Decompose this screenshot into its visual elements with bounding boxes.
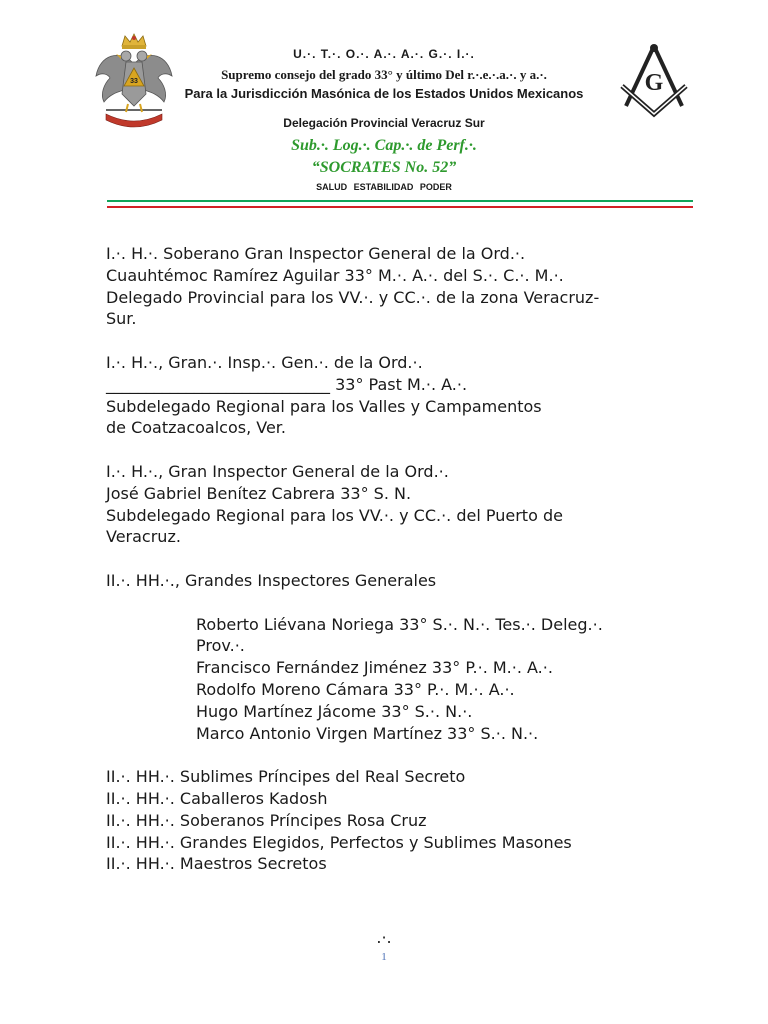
letter-body <box>106 243 666 897</box>
text-line: Subdelegado Regional para los VV.·. y CC.·. del Puerto de <box>106 505 563 525</box>
letter-g: G <box>644 70 664 96</box>
list-item: Francisco Fernández Jiménez 33° P.·. M.·. A.·. <box>196 658 553 678</box>
text-line: de Coatzacoalcos, Ver. <box>106 418 286 438</box>
list-item: II.·. HH.·. Sublimes Príncipes del Real Secreto <box>106 767 466 787</box>
list-item: Hugo Martínez Jácome 33° S.·. N.·. <box>196 701 473 721</box>
emblem-33-label: 33 <box>130 78 138 85</box>
header-acronym: U.·. T.·. O.·. A.·. A.·. G.·. I.·. <box>293 47 475 61</box>
text-line: I.·. H.·. Soberano Gran Inspector General de la Ord.·. <box>106 244 526 263</box>
text-line: ____________________________ 33° Past M.·. A.·. <box>106 374 468 394</box>
paragraph-subdelegate-veracruz <box>106 461 666 548</box>
text-line: Sur. <box>106 309 137 329</box>
paragraph-subdelegate-coatzacoalcos <box>106 352 666 439</box>
paragraph-provincial-delegate <box>106 243 666 330</box>
header-supreme-council: Supremo consejo del grado 33° y último Del r.·.e.·.a.·. y a.·. <box>221 67 547 82</box>
header-motto: SALUD ESTABILIDAD PODER <box>316 182 452 192</box>
paragraph-inspectors-heading <box>106 570 666 592</box>
text-line: José Gabriel Benítez Cabrera 33° S. N. <box>106 483 412 503</box>
text-line: I.·. H.·., Gran.·. Insp.·. Gen.·. de la Ord.·. <box>106 352 423 372</box>
header-lodge-name: “SOCRATES No. 52” <box>311 159 457 176</box>
text-line: Subdelegado Regional para los Valles y Campamentos <box>106 396 542 416</box>
header-jurisdiction: Para la Jurisdicción Masónica de los Estados Unidos Mexicanos <box>184 86 584 101</box>
text-line: II.·. HH.·., Grandes Inspectores Generales <box>106 570 437 590</box>
text-line: Delegado Provincial para los VV.·. y CC.·. de la zona Veracruz- <box>106 287 600 307</box>
tricolor-divider <box>107 200 693 209</box>
text-line: I.·. H.·., Gran Inspector General de la Ord.·. <box>106 461 449 481</box>
list-item: II.·. HH.·. Grandes Elegidos, Perfectos y Sublimes Masones <box>106 832 572 852</box>
header-delegation: Delegación Provincial Veracruz Sur <box>283 116 485 130</box>
page-number: 1 <box>381 951 387 963</box>
list-item: Roberto Liévana Noriega 33° S.·. N.·. Tes.·. Deleg.·. <box>196 614 603 634</box>
list-item: II.·. HH.·. Soberanos Príncipes Rosa Cruz <box>106 810 427 830</box>
header-lodge-type: Sub.·. Log.·. Cap.·. de Perf.·. <box>291 137 477 154</box>
list-item: Prov.·. <box>196 636 245 656</box>
degrees-list <box>106 766 666 875</box>
list-item: Rodolfo Moreno Cámara 33° P.·. M.·. A.·. <box>196 679 515 699</box>
footer-mark: .·. <box>376 928 392 947</box>
list-item: II.·. HH.·. Maestros Secretos <box>106 854 327 874</box>
text-line: Veracruz. <box>106 527 181 547</box>
text-line: Cuauhtémoc Ramírez Aguilar 33° M.·. A.·. del S.·. C.·. M.·. <box>106 265 564 285</box>
inspectors-list <box>106 614 666 745</box>
list-item: II.·. HH.·. Caballeros Kadosh <box>106 788 328 808</box>
list-item: Marco Antonio Virgen Martínez 33° S.·. N.·. <box>196 723 539 743</box>
